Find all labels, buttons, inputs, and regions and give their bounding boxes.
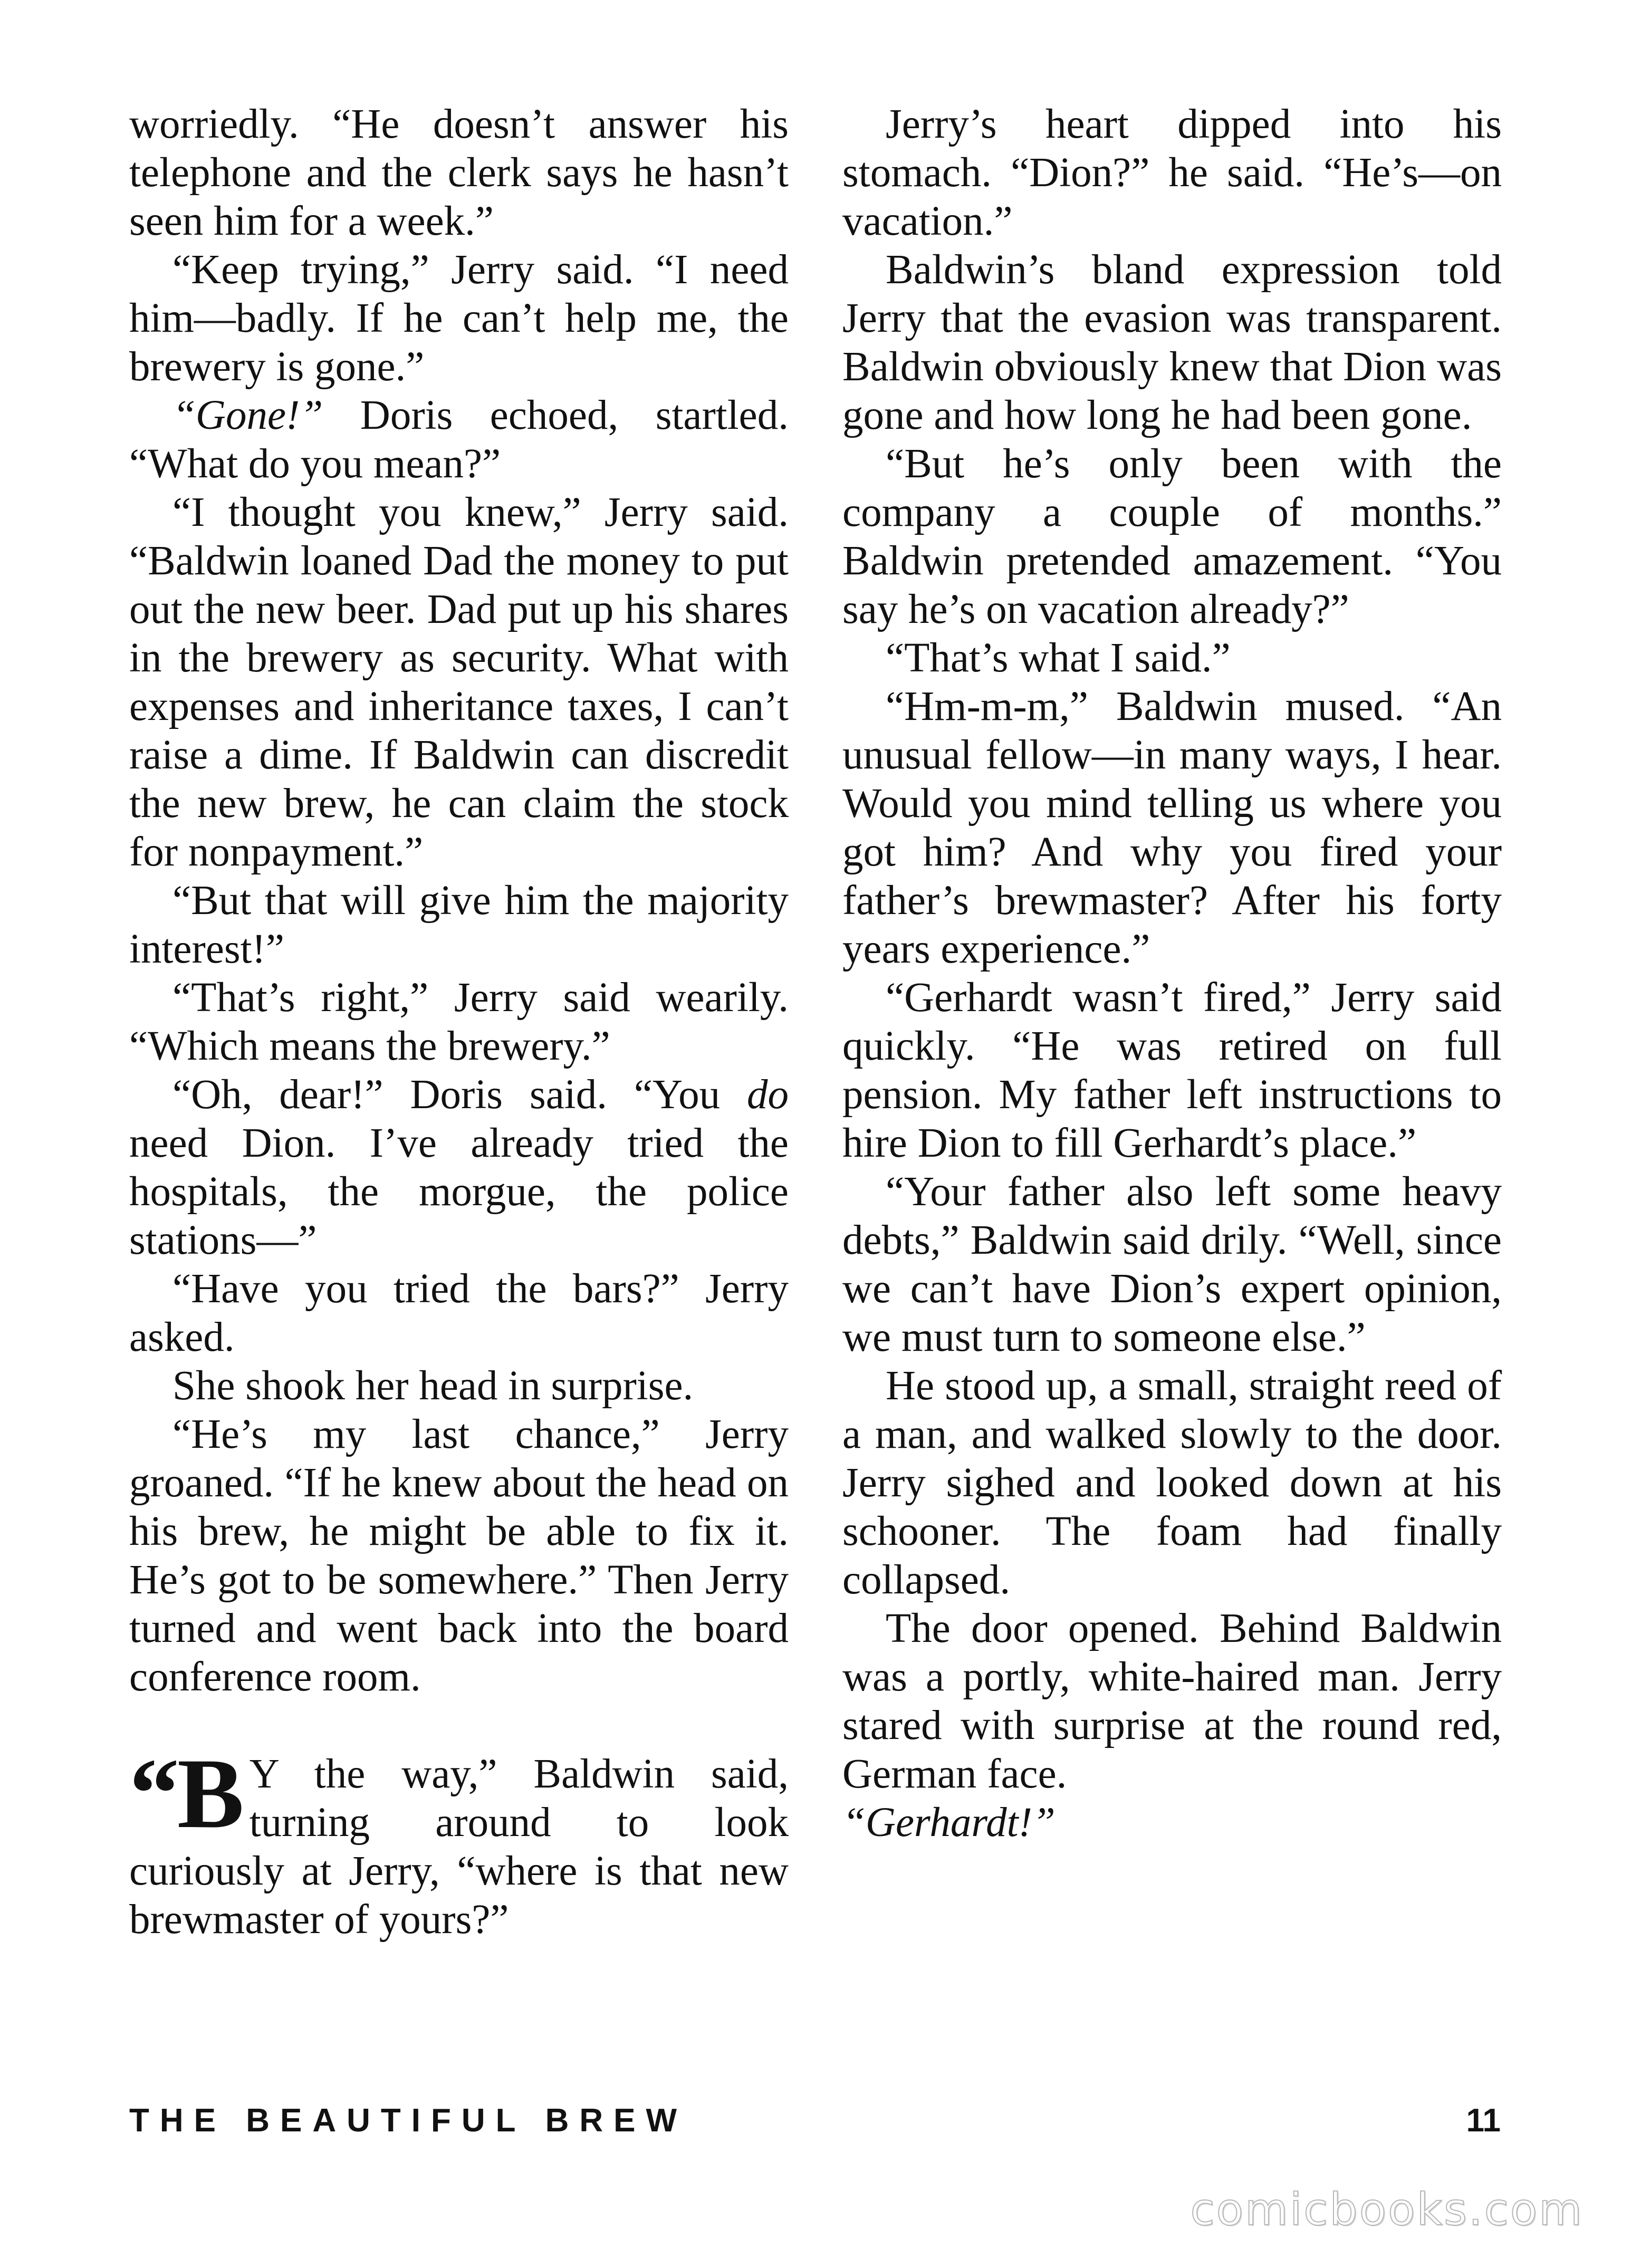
emphasis-gone: “Gone!” (172, 392, 323, 438)
paragraph: “That’s right,” Jerry said wearily. “Which means the brewery.” (129, 975, 789, 1069)
paragraph (129, 1071, 789, 1265)
paragraph: “Keep trying,” Jerry said. “I need him—badly. If he can’t help me, the brewery is gone.” (129, 247, 789, 390)
page-number: 11 (1466, 2102, 1501, 2139)
paragraph: “Gerhardt wasn’t fired,” Jerry said quickly. “He was retired on full pension. My father left instructions to hire Dion to fill Gerhardt’s place.” (842, 975, 1502, 1166)
section-opening-paragraph (129, 1738, 789, 1944)
paragraph: Baldwin’s bland expression told Jerry that the evasion was transparent. Baldwin obviously knew that Dion was gone and how long he had been gone. (842, 247, 1502, 438)
drop-cap-quote: “ (129, 1738, 177, 1849)
paragraph: Jerry’s heart dipped into his stomach. “Dion?” he said. “He’s—on vacation.” (842, 101, 1502, 244)
paragraph: “But he’s only been with the company a couple of months.” Baldwin pretended amazement. “You say he’s on vacation already?” (842, 441, 1502, 632)
paragraph: She shook her head in surprise. (172, 1363, 694, 1409)
drop-cap-letter: B (177, 1738, 242, 1849)
emphasis-gerhardt: “Gerhardt!” (842, 1800, 1056, 1846)
paragraph: “Hm-m-m,” Baldwin mused. “An unusual fellow—in many ways, I hear. Would you mind telling us where you got him? And why you fired your father’s brewmaster? After his forty years experience.” (842, 684, 1502, 972)
paragraph: “He’s my last chance,” Jerry groaned. “If he knew about the head on his brew, he might be able to fix it. He’s got to be somewhere.” Then Jerry turned and went back into the board conference room. (129, 1411, 789, 1700)
paragraph: “But that will give him the majority interest!” (129, 878, 789, 972)
paragraph (129, 391, 789, 488)
paragraph: worriedly. “He doesn’t answer his telephone and the clerk says he hasn’t seen him for a week.” (129, 101, 789, 244)
watermark: comicbooks.com (1190, 2184, 1584, 2235)
paragraph: “Your father also left some heavy debts,” Baldwin said drily. “Well, since we can’t have Dion’s expert opinion, we must turn to someone else.” (842, 1169, 1502, 1360)
emphasis-do: do (747, 1072, 789, 1118)
paragraph: The door opened. Behind Baldwin was a portly, white-haired man. Jerry stared with surprise at the round red, German face. (842, 1606, 1502, 1797)
paragraph-text: Doris echoed, startled. “What do you mean?” (129, 392, 789, 487)
paragraph: “That’s what I said.” (886, 635, 1231, 681)
paragraph-text: need Dion. I’ve already tried the hospitals, the morgue, the police stations—” (129, 1120, 789, 1263)
right-text-column (842, 100, 1502, 1847)
paragraph: “Have you tried the bars?” Jerry asked. (129, 1266, 789, 1360)
paragraph-text: “Oh, dear!” Doris said. “You (172, 1072, 721, 1118)
running-title: THE BEAUTIFUL BREW (129, 2102, 688, 2139)
drop-cap (129, 1738, 242, 1849)
paragraph: “I thought you knew,” Jerry said. “Baldwin loaned Dad the money to put out the new beer. Dad put up his shares in the brewery as security. What with expenses and inheritance taxes, I can’t raise a dime. If Baldwin can discredit the new brew, he can claim the stock for nonpayment.” (129, 489, 789, 875)
paragraph: He stood up, a small, straight reed of a man, and walked slowly to the door. Jerry sighed and looked down at his schooner. The foam had finally collapsed. (842, 1363, 1502, 1603)
paragraph-text: Y the way,” Baldwin said, turning around to look curiously at Jerry, “where is that new brewmaster of yours?” (129, 1751, 789, 1943)
paragraph (842, 1799, 1502, 1847)
left-text-column (129, 100, 789, 1944)
page-footer (129, 2102, 1501, 2144)
